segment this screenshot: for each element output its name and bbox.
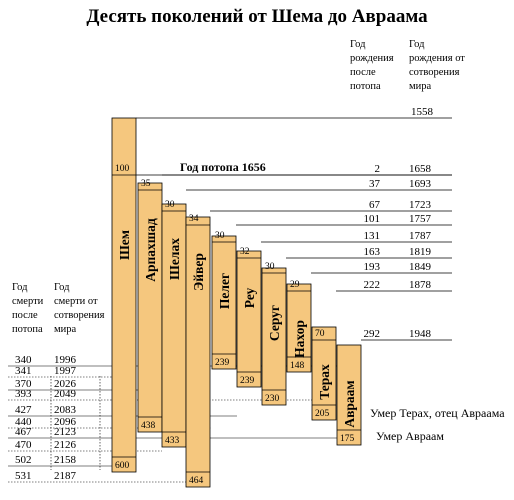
death-after-flood-value: 531 — [15, 470, 32, 482]
header-line: рождения от — [409, 53, 465, 64]
birth-after-flood-value: 37 — [369, 178, 380, 190]
birth-after-flood-value: 292 — [363, 328, 380, 340]
death-after-flood-value: 440 — [15, 416, 32, 428]
bar-top-number: 100 — [115, 164, 130, 174]
bar-bottom-number: 433 — [165, 436, 180, 446]
death-from-creation-value: 2049 — [54, 388, 76, 400]
generation-bar — [212, 231, 236, 369]
death-after-flood-value: 393 — [15, 388, 32, 400]
header-line: Год — [54, 282, 70, 293]
bar-name: Шем — [117, 229, 132, 261]
bar-bottom-number: 438 — [141, 421, 156, 431]
bar-top-number: 34 — [189, 214, 199, 224]
header-line: смерти — [12, 296, 44, 307]
bar-bottom-number: 148 — [290, 361, 305, 371]
bar-bottom-number: 175 — [340, 434, 355, 444]
bar-name: Пелег — [217, 272, 232, 310]
bar-name: Авраам — [342, 380, 357, 428]
header-line: мира — [54, 324, 77, 335]
birth-after-flood-value: 101 — [363, 213, 380, 225]
birth-after-flood-value: 2 — [374, 163, 380, 175]
birth-after-flood-value: 193 — [363, 261, 380, 273]
birth-after-flood-value: 131 — [363, 230, 380, 242]
bar-top-number: 32 — [240, 247, 250, 257]
birth-from-creation-value: 1757 — [409, 213, 431, 225]
death-from-creation-value: 1997 — [54, 365, 76, 377]
header-line: Год — [409, 39, 425, 50]
bar-name: Терах — [317, 364, 332, 400]
birth-after-flood-value: 222 — [363, 279, 380, 291]
birth-after-flood-value: 163 — [363, 246, 380, 258]
death-from-creation-value: 2083 — [54, 404, 76, 416]
bar-name: Арпахшад — [143, 218, 158, 282]
birth-from-creation-value: 1878 — [409, 279, 431, 291]
death-from-creation-value: 2126 — [54, 439, 76, 451]
birth-from-creation-value: 1819 — [409, 246, 431, 258]
bar-top-number: 35 — [141, 179, 151, 189]
bar-top-number: 29 — [290, 280, 300, 290]
bar-rect — [237, 251, 261, 387]
generation-bar — [262, 262, 286, 405]
birth-from-creation-value: 1948 — [409, 328, 431, 340]
bar-name: Серуг — [267, 304, 282, 342]
birth-after-flood-value: 67 — [369, 199, 380, 211]
death-from-creation-value: 1996 — [54, 354, 76, 366]
header-line: Год — [12, 282, 28, 293]
header-line: сотворения — [54, 310, 105, 321]
header-line: мира — [409, 81, 432, 92]
generation-bar — [112, 118, 136, 472]
bar-name: Реу — [242, 287, 257, 309]
birth-from-creation-value: 1723 — [409, 199, 431, 211]
right-header-birth-after-flood — [350, 39, 394, 92]
header-line: после — [12, 310, 38, 321]
bar-bottom-number: 230 — [265, 394, 280, 404]
bar-name: Шелах — [167, 238, 182, 280]
generation-bar — [186, 214, 210, 487]
generation-bar — [287, 280, 311, 372]
death-after-flood-value: 340 — [15, 354, 32, 366]
diagram-title: Десять поколений от Шема до Авраама — [86, 6, 428, 27]
header-line: после — [350, 67, 376, 78]
header-line: потопа — [350, 81, 381, 92]
birth-from-creation-value: 1849 — [409, 261, 431, 273]
death-after-flood-value: 467 — [15, 426, 32, 438]
bar-top-number: 30 — [165, 200, 175, 210]
header-line: сотворения — [409, 67, 460, 78]
header-line: смерти от — [54, 296, 98, 307]
death-from-creation-value: 2096 — [54, 416, 76, 428]
generation-bar — [138, 179, 162, 432]
death-after-flood-value: 341 — [15, 365, 32, 377]
bar-bottom-number: 205 — [315, 409, 330, 419]
terah-death-note: Умер Терах, отец Авраама — [370, 406, 505, 420]
left-header-death-after-flood — [12, 282, 44, 335]
shem-birth-year: 1558 — [411, 106, 433, 118]
bar-bottom-number: 600 — [115, 461, 130, 471]
bar-top-number: 30 — [215, 231, 225, 241]
header-line: Год — [350, 39, 366, 50]
generation-bar — [237, 247, 261, 387]
birth-from-creation-value: 1693 — [409, 178, 431, 190]
generation-bar — [162, 200, 186, 447]
bar-bottom-number: 239 — [215, 358, 230, 368]
death-after-flood-value: 470 — [15, 439, 32, 451]
birth-from-creation-value: 1787 — [409, 230, 431, 242]
death-after-flood-value: 427 — [15, 404, 32, 416]
bar-name: Нахор — [292, 320, 307, 358]
abraham-death-note: Умер Авраам — [376, 429, 444, 443]
death-after-flood-value: 502 — [15, 454, 32, 466]
right-header-birth-from-creation — [409, 39, 465, 92]
generation-bar — [337, 345, 361, 445]
death-from-creation-value: 2158 — [54, 454, 76, 466]
left-header-death-from-creation — [54, 282, 105, 335]
birth-from-creation-value: 1658 — [409, 163, 431, 175]
flood-label: Год потопа 1656 — [180, 160, 266, 174]
death-from-creation-value: 2123 — [54, 426, 76, 438]
bar-name: Эйвер — [191, 253, 206, 291]
header-line: рождения — [350, 53, 394, 64]
death-from-creation-value: 2026 — [54, 378, 76, 390]
generation-bar — [312, 327, 336, 420]
bar-bottom-number: 464 — [189, 476, 204, 486]
bar-bottom-number: 239 — [240, 376, 255, 386]
death-after-flood-value: 370 — [15, 378, 32, 390]
header-line: потопа — [12, 324, 43, 335]
bar-top-number: 30 — [265, 262, 275, 272]
death-from-creation-value: 2187 — [54, 470, 76, 482]
bar-top-number: 70 — [315, 329, 325, 339]
